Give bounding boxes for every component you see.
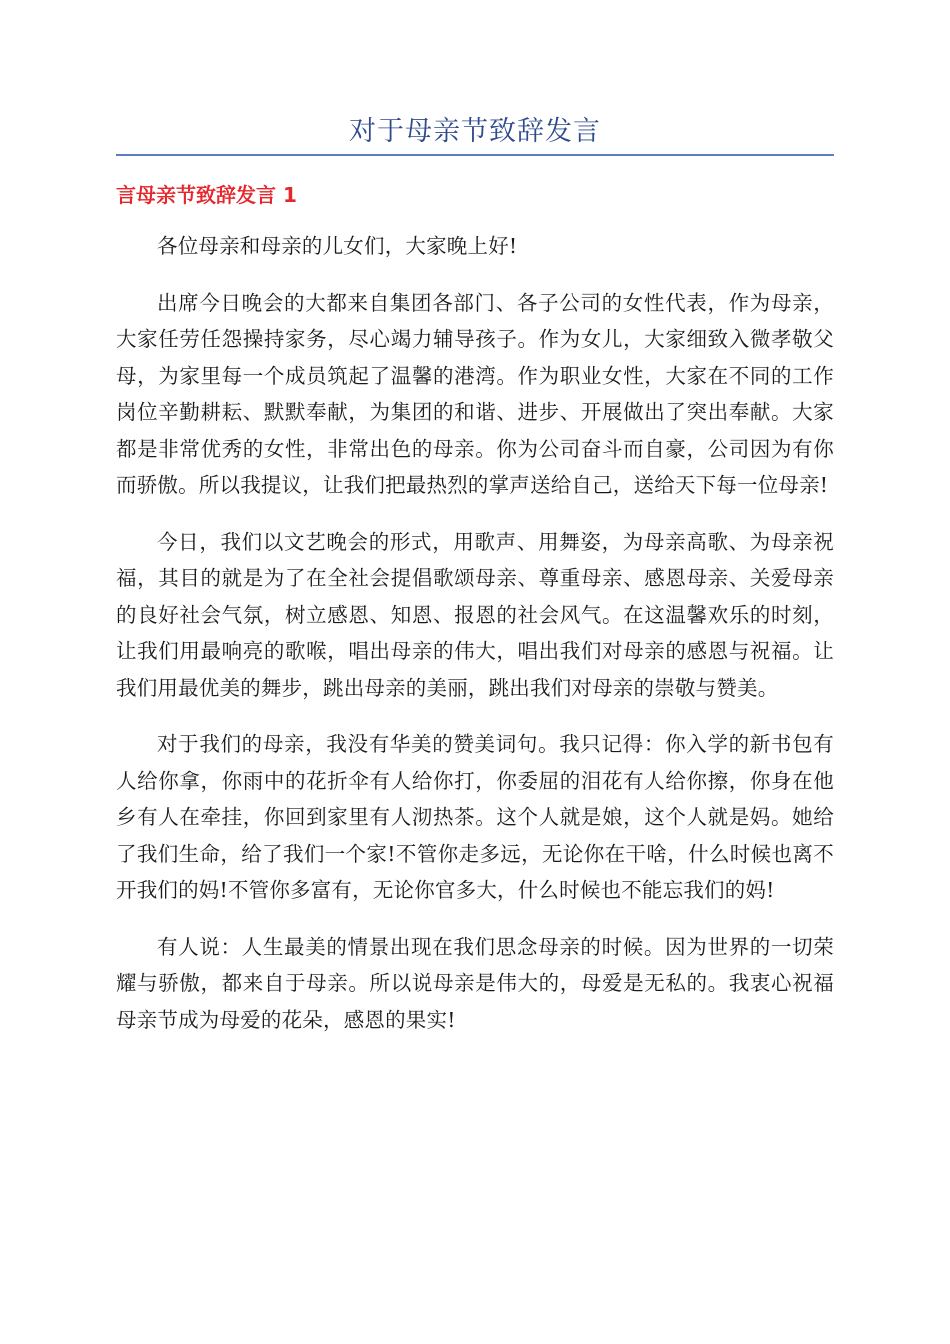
paragraph-greeting: 各位母亲和母亲的儿女们，大家晚上好! bbox=[157, 234, 518, 258]
paragraph-attendees: 出席今日晚会的大都来自集团各部门、各子公司的女性代表，作为母亲，大家任劳任怨操持家务，尽心竭力辅导孩子。作为女儿，大家细致入微孝敬父母，为家里每一个成员筑起了温馨的港湾。作为职业女性，大家在不同的工作岗位辛勤耕耘、默默奉献，为集团的和谐、进步、开展做出了突出奉献。大家都是非常优秀的女性，非常出色的母亲。你为公司奋斗而自豪，公司因为有你而骄傲。所以我提议，让我们把最热烈的掌声送给自己，送给天下每一位母亲! bbox=[116, 290, 834, 497]
paragraph-gala-purpose: 今日，我们以文艺晚会的形式，用歌声、用舞姿，为母亲高歌、为母亲祝福，其目的就是为了在全社会提倡歌颂母亲、尊重母亲、感恩母亲、关爱母亲的良好社会气氛，树立感恩、知恩、报恩的社会风气。在这温馨欢乐的时刻，让我们用最响亮的歌喉，唱出母亲的伟大，唱出我们对母亲的感恩与祝福。让我们用最优美的舞步，跳出母亲的美丽，跳出我们对母亲的崇敬与赞美。 bbox=[116, 529, 834, 700]
title-divider bbox=[116, 154, 834, 156]
page-title: 对于母亲节致辞发言 bbox=[349, 116, 601, 147]
section-heading: 言母亲节致辞发言 1 bbox=[116, 183, 297, 207]
document-body bbox=[116, 228, 834, 1058]
paragraph-mother-memories: 对于我们的母亲，我没有华美的赞美词句。我只记得：你入学的新书包有人给你拿，你雨中的花折伞有人给你打，你委屈的泪花有人给你擦，你身在他乡有人在牵挂，你回到家里有人沏热茶。这个人就是娘，这个人就是妈。她给了我们生命，给了我们一个家!不管你走多远，无论你在干啥，什么时候也离不开我们的妈!不管你多富有，无论你官多大，什么时候也不能忘我们的妈! bbox=[116, 732, 834, 902]
paragraph-closing-wishes: 有人说：人生最美的情景出现在我们思念母亲的时候。因为世界的一切荣耀与骄傲，都来自于母亲。所以说母亲是伟大的，母爱是无私的。我衷心祝福母亲节成为母爱的花朵，感恩的果实! bbox=[116, 934, 834, 1032]
